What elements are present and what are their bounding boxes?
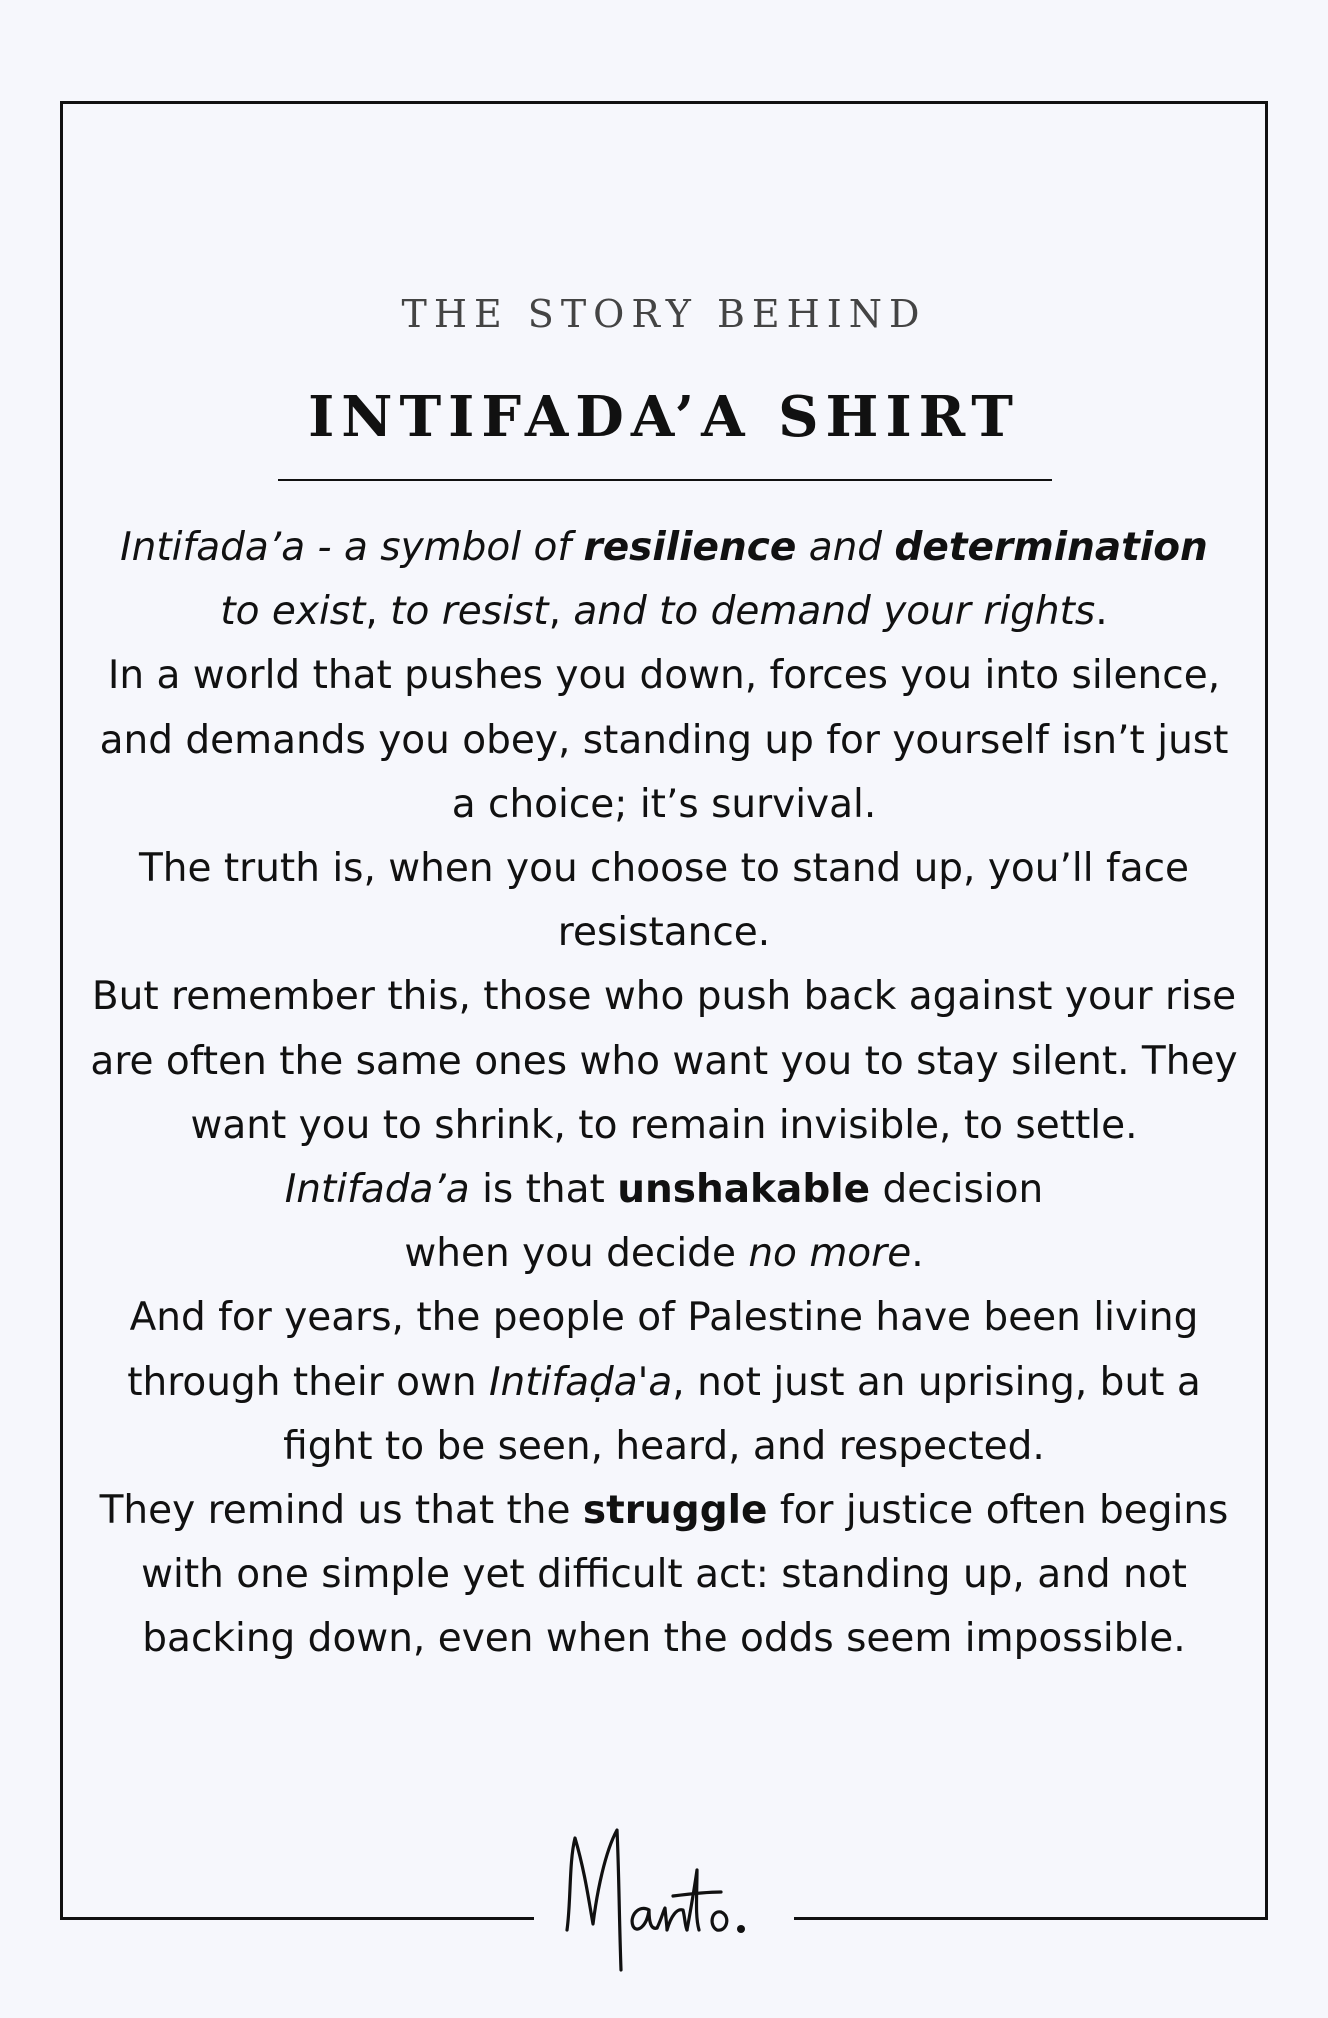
frame-bottom-right-rule	[794, 1917, 1268, 1920]
page-title: INTIFADA’A SHIRT	[308, 384, 1020, 450]
story-line: Intifada’a - a symbol of resilience and determination	[120, 525, 1208, 570]
story-line: to exist, to resist, and to demand your rights.	[220, 589, 1108, 635]
story-paragraph: The truth is, when you choose to stand up, you’ll face resistance.	[138, 846, 1190, 956]
eyebrow-heading: THE STORY BEHIND	[401, 292, 927, 336]
story-paragraph: In a world that pushes you down, forces you into silence, and demands you obey, standing up for yourself isn’t just a choice; it’s survival.	[99, 653, 1229, 827]
story-line: when you decide no more.	[404, 1231, 924, 1277]
story-paragraph: They remind us that the struggle for justice often begins with one simple yet difficult act: standing up, and not backing down, even when the odds seem impossible.	[99, 1488, 1229, 1662]
signature-logo	[545, 1812, 785, 1992]
story-paragraph: But remember this, those who push back against your rise are often the same ones who want you to stay silent. They want you to shrink, to remain invisible, to settle.	[90, 974, 1238, 1148]
frame-bottom-left-rule	[60, 1917, 534, 1920]
story-line: Intifada’a is that unshakable decision	[284, 1167, 1044, 1213]
title-divider	[278, 479, 1052, 481]
story-paragraph: And for years, the people of Palestine have been living through their own Intifaḍa'a, not just an uprising, but a fight to be seen, heard, and respected.	[127, 1295, 1201, 1469]
story-body	[90, 516, 1238, 1672]
